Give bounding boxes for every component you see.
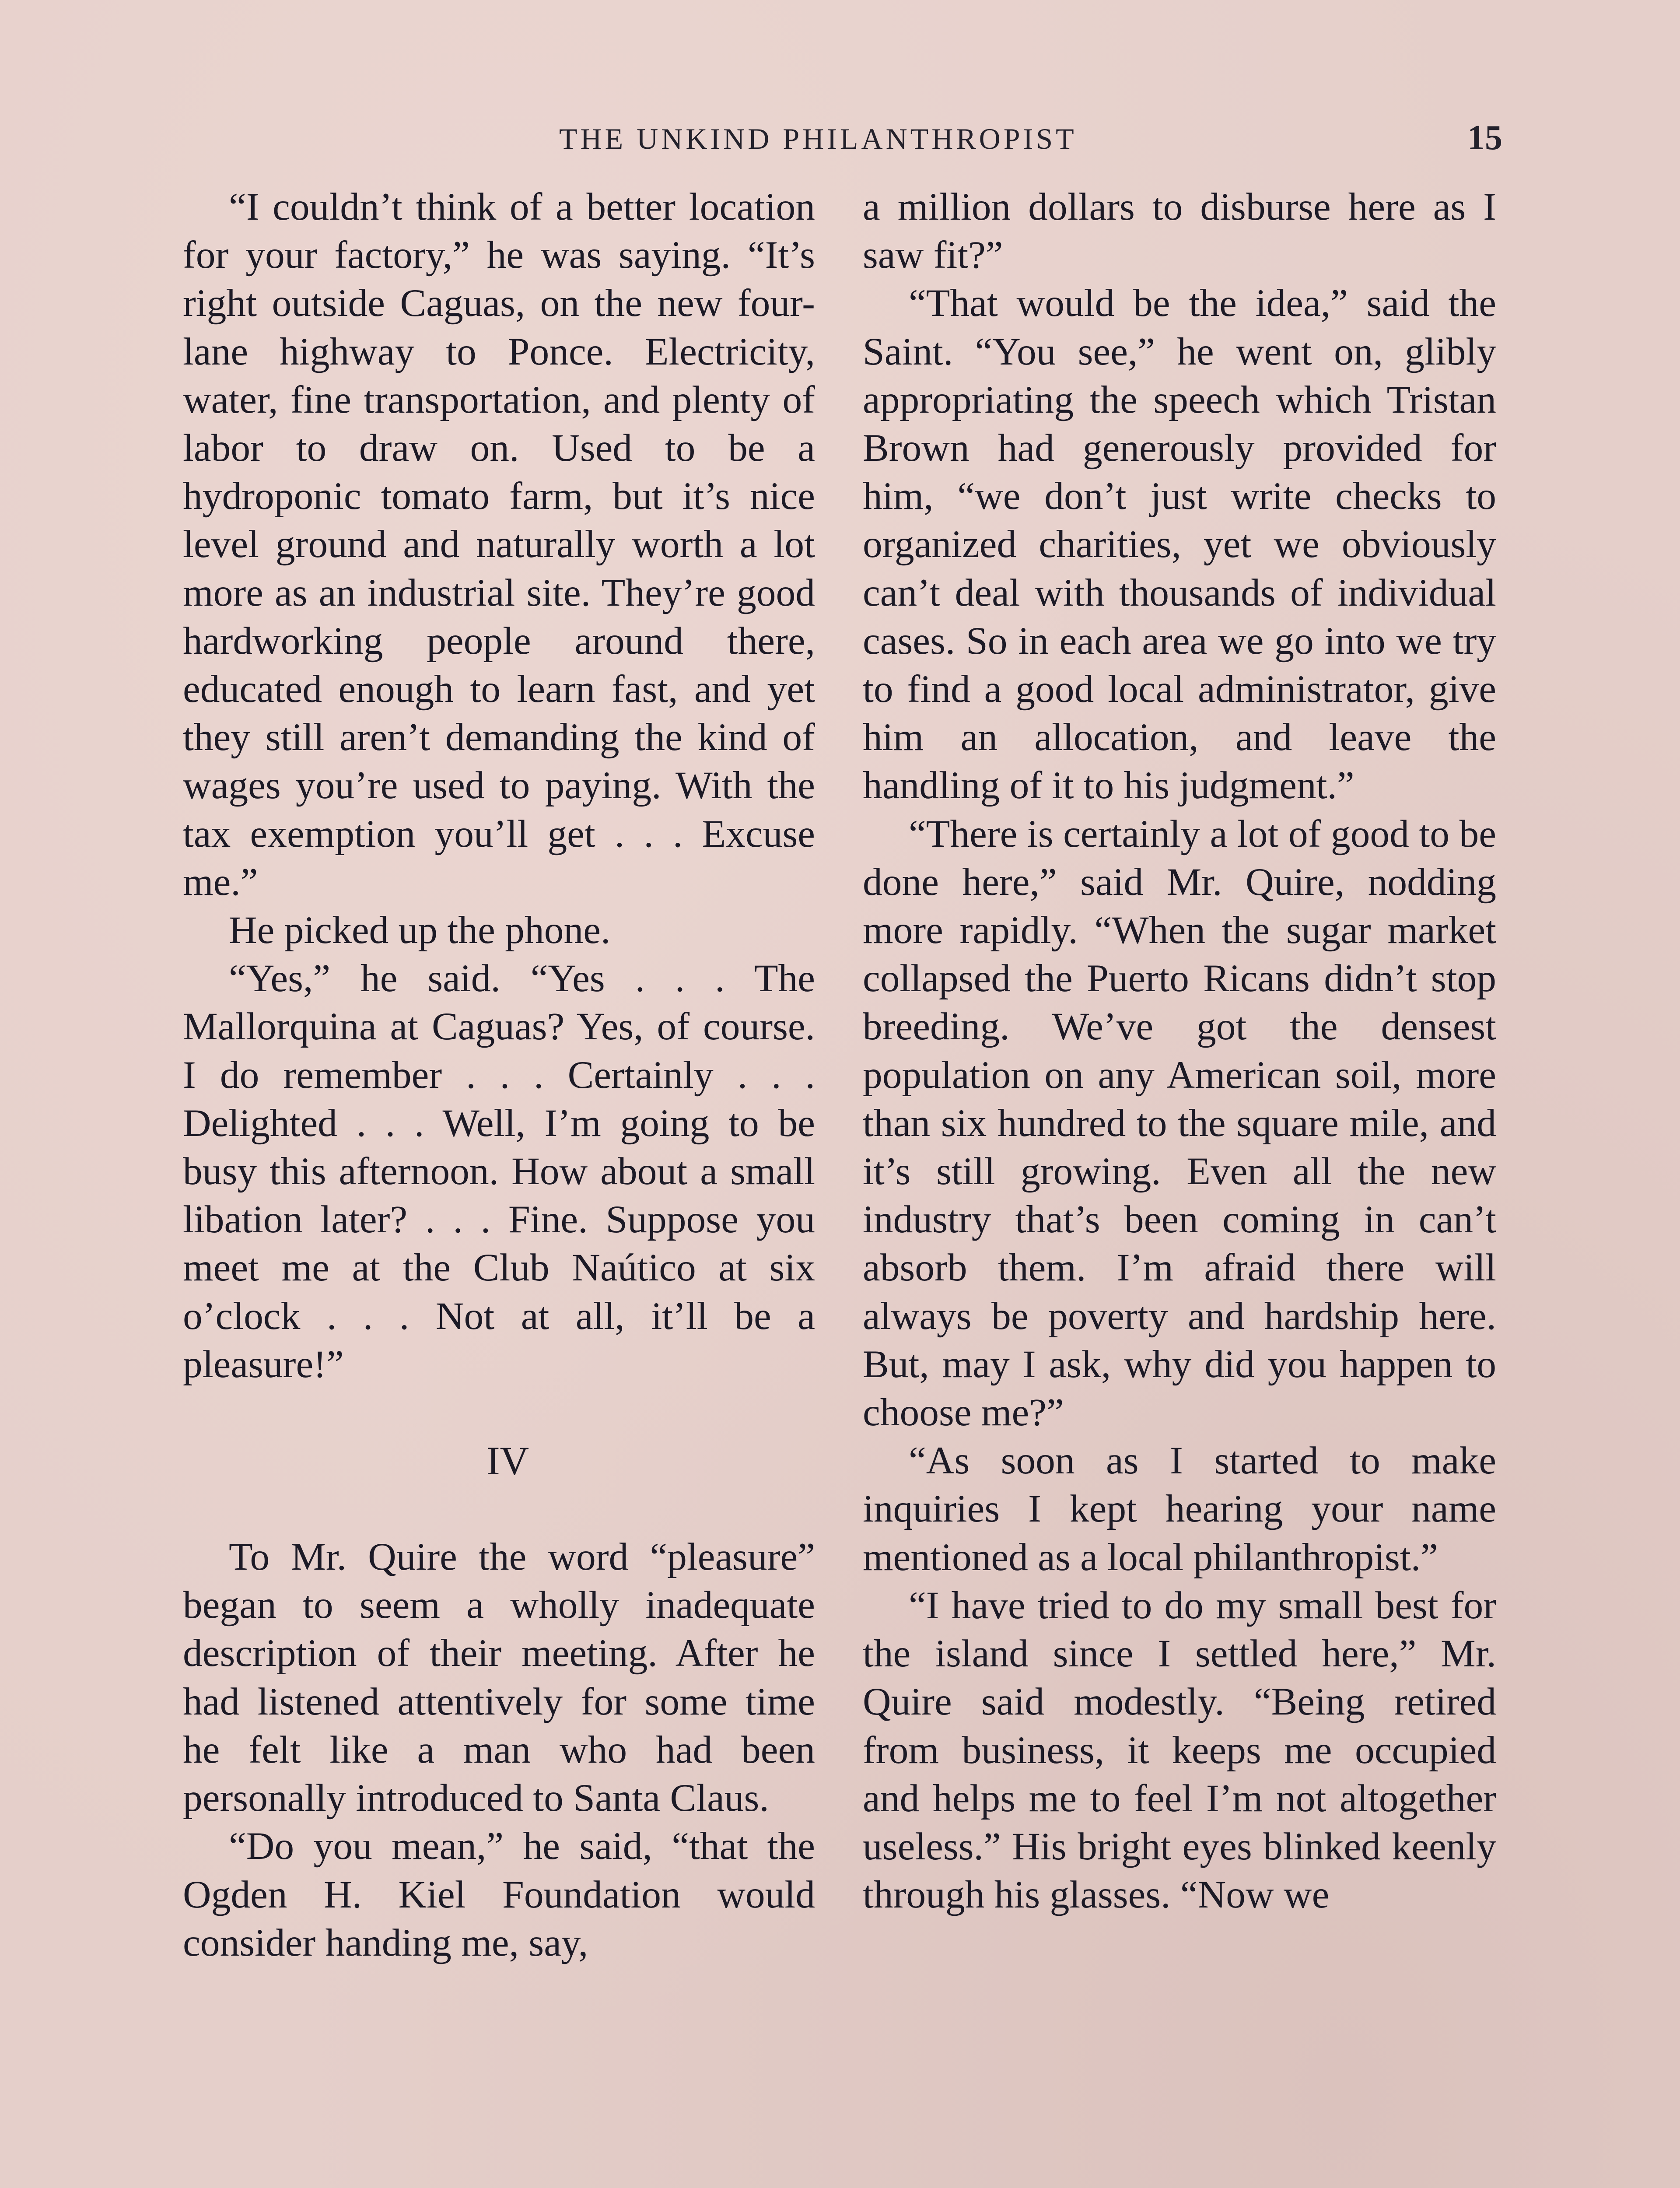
page-number: 15	[1467, 119, 1502, 157]
paragraph: “I have tried to do my small best for the island since I settled here,” Mr. Quire said modestly. “Being retired from business, it keeps me occupied and helps me to feel I’m not altogether useless.” His bright eyes blinked keenly through his glasses. “Now we	[863, 1583, 1496, 1917]
paragraph: “Do you mean,” he said, “that the Ogden H. Kiel Foundation would consider handing me, say,	[183, 1824, 815, 1964]
paragraph: To Mr. Quire the word “pleasure” began to seem a wholly inadequate description of their meeting. After he had listened attentively for some time he felt like a man who had been personally introduced to Santa Claus.	[183, 1535, 815, 1820]
running-title: THE UNKIND PHILANTHROPIST	[559, 122, 1077, 155]
section-heading	[183, 1389, 815, 1533]
paragraph: “That would be the idea,” said the Saint. “You see,” he went on, glibly appropriating the speech which Tristan Brown had generously provided for him, “we don’t just write checks to organized charities, yet we obviously can’t deal with thousands of individual cases. So in each area we go into we try to find a good local administrator, give him an allocation, and leave the handling of it to his judgment.”	[863, 281, 1496, 807]
paragraph: “As soon as I started to make inquiries I kept hearing your name mentioned as a local philanthropist.”	[863, 1439, 1496, 1579]
paragraph: He picked up the phone.	[229, 908, 611, 952]
page-header	[183, 119, 1502, 165]
paragraph: a million dollars to disburse here as I saw fit?”	[863, 185, 1496, 277]
paragraph: “I couldn’t think of a better location for your factory,” he was saying. “It’s right outside Caguas, on the new four-lane highway to Ponce. Electricity, water, fine transportation, and plenty of labor to draw on. Used to be a hydroponic tomato farm, but it’s nice level ground and naturally worth a lot more as an industrial site. They’re good hardworking people around there, educated enough to learn fast, and yet they still aren’t demanding the kind of wages you’re used to paying. With the tax exemption you’ll get . . . Excuse me.”	[183, 185, 815, 904]
section-number: IV	[486, 1438, 529, 1483]
paragraph: “There is certainly a lot of good to be done here,” said Mr. Quire, nodding more rapidly. “When the sugar market collapsed the Puerto Ricans didn’t stop breeding. We’ve got the densest population on any American soil, more than six hundred to the square mile, and it’s still growing. Even all the new industry that’s been coming in can’t absorb them. I’m afraid there will always be poverty and hardship here. But, may I ask, why did you happen to choose me?”	[863, 812, 1496, 1434]
left-column	[183, 183, 815, 1967]
right-column	[863, 183, 1496, 1919]
paragraph: “Yes,” he said. “Yes . . . The Mallorquina at Caguas? Yes, of course. I do remember . . . Certainly . . . Delighted . . . Well, I’m going to be busy this afternoon. How about a small libation later? . . . Fine. Suppose you meet me at the Club Naútico at six o’clock . . . Not at all, it’ll be a pleasure!”	[183, 957, 815, 1386]
